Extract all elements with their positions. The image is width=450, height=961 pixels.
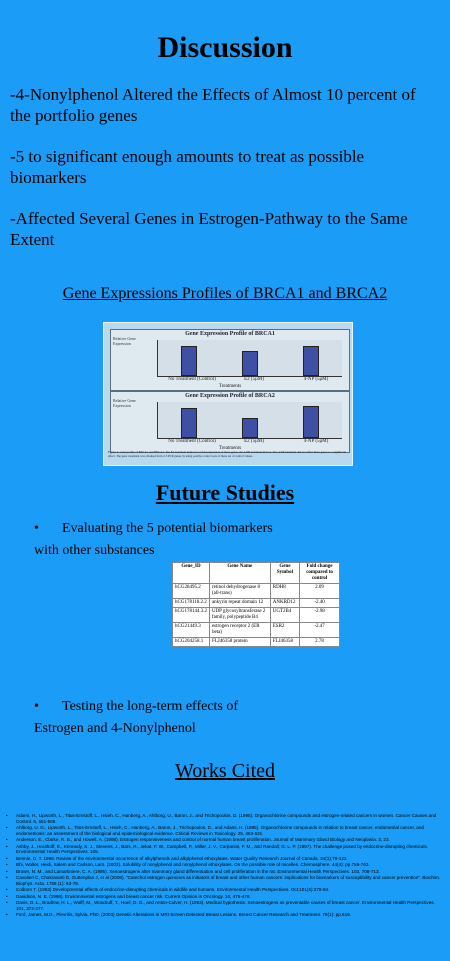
table-header: Gene Symbol <box>270 563 299 584</box>
reference-item: • Cavalieri C, Chakravarti D, Guttenplan J, et al (2006). "Catechol estrogen quinones as initiators of breast and other human cancers: implications for biomarkers of susceptibility and cancer prevention". Biochim. Biophys. Acta. 1766 (1): 63-78. <box>6 875 442 886</box>
discussion-point-3: -Affected Several Genes in Estrogen-Pathway to the Same Extent <box>10 209 408 249</box>
future-item-2-bullet: • <box>34 699 39 714</box>
table-cell: ANKRD12 <box>270 599 299 608</box>
category-label: 4-NP (5μM) <box>303 377 329 382</box>
table-cell: retinol dehydrogenase 8 (all-trans) <box>209 584 270 599</box>
brca1-chart <box>110 329 350 391</box>
reference-item: • Adami, H., Lipworth, L., Titus-Ernstoff, L., Hsieh, C., Hanberg, A., Ahlborg, U., Baron, J., and Trichopoulos, D. (1995). Organochlorine compounds and estrogen-related cancers in women. Cancer Causes and Control. 6, 551-566. <box>6 813 442 824</box>
table-cell: UDP glycosyltransferase 2 family, polypeptide B4 <box>209 608 270 623</box>
x-axis-label: Treatments <box>218 446 242 451</box>
future-item-2: Testing the long-term effects of <box>62 699 239 714</box>
future-item-1: Evaluating the 5 potential biomarkers <box>62 521 273 536</box>
table-row <box>173 608 340 623</box>
table-row <box>173 638 340 647</box>
table-header: Gene_ID <box>173 563 210 584</box>
reference-item: • Anderson, E., Clarke, R. B., and Howell, A. (1998). Estrogen responsiveness and control of normal human breast proliferation. Journal of Mammary Gland Biology and Neoplasia. 3, 23. <box>6 837 442 843</box>
chart-bar <box>181 408 197 438</box>
reference-item: • Ford, James, M.D., Plevritis, Sylvia, PhD. (2003) Genetic Alterations in MRI Screen Detected Breast Lesions. Breast Cancer Research and Treatment. 76(1): pp.619. <box>6 912 442 918</box>
biomarker-table <box>172 562 340 647</box>
category-label: 4-NP (5μM) <box>303 439 329 444</box>
table-cell: FLJ46358 protein <box>209 638 270 647</box>
reference-item: • Colborn T. (1993) Developmental effects of endocrine-disrupting chemicals in wildlife and humans. Environmental Health Perspectives. Oct;101(5):378-84. <box>6 887 442 893</box>
chart-title: Gene Expression Profile of BRCA1 <box>185 331 275 337</box>
reference-item: • Davidson, N. E. (1998). Environmental estrogens and breast cancer risk. Current Opinion in Oncology. 10, 475-478. <box>6 894 442 900</box>
table-cell: 2.09 <box>300 584 340 599</box>
works-cited-title: Works Cited <box>174 760 276 782</box>
future-item-1-continued: with other substances <box>34 543 155 558</box>
category-label: E2 (5μM) <box>244 377 264 382</box>
chart-bar <box>242 418 258 438</box>
chart-bar <box>242 351 258 376</box>
reference-item: • Brown, N. M., and Lamartiniere, C. A. (1995). Xenoestrogens alter mammary gland differentiation and cell proliferation in the rat. Environmental Health Perspectives. 103, 708-713. <box>6 869 442 875</box>
table-row <box>173 584 340 599</box>
reference-item: • Ashby, J., Houthoff, E., Kennedy, S. J., Stevens, J., Bars, R., Jekat, F. W., Campbell, P., Miller, J. V., Carpanini, F. M., and Randall, G. L. P. (1997). The challenge posed by endocrine-disrupting chemicals. Environmental Health Perspectives. 105. <box>6 844 442 855</box>
table-cell: -2.40 <box>300 599 340 608</box>
discussion-point-2: -5 to significant enough amounts to treat as possible biomarkers <box>10 147 365 187</box>
table-row <box>173 623 340 638</box>
chart-title: Gene Expression Profile of BRCA2 <box>185 393 275 399</box>
category-label: No Treatment (Control) <box>168 439 216 444</box>
table-cell: ankyrin repeat domain 12 <box>209 599 270 608</box>
table-cell: hCG178144.3.2 <box>173 608 210 623</box>
reference-item: • Davis, D. L., Bradlow, H. L., Wolff, M., Woodruff, T., Hoel, D. G., and Anton-Culver, H. (1993). Medical hypothesis: Xenoestrogens as preventable causes of breast cancer. Environmental Health Perspectives. 101, 372-377. <box>6 900 442 911</box>
table-cell: -2.98 <box>300 608 340 623</box>
chart-bar <box>303 406 319 438</box>
table-cell: hCG21449.3 <box>173 623 210 638</box>
table-cell: hCG178118.2.2 <box>173 599 210 608</box>
table-cell: ESR2 <box>270 623 299 638</box>
brca2-chart <box>110 391 350 453</box>
future-item-1-bullet: • <box>34 521 39 536</box>
references-list <box>6 813 442 919</box>
future-item-2-continued: Estrogen and 4-Nonylphenol <box>34 721 196 736</box>
y-axis-label: Relative Gene Expression <box>113 398 136 408</box>
gene-section-title: Gene Expressions Profiles of BRCA1 and BRCA2 <box>62 285 388 302</box>
table-cell: -2.47 <box>300 623 340 638</box>
future-studies-title: Future Studies <box>155 480 295 505</box>
discussion-point-1: -4-Nonylphenol Altered the Effects of Almost 10 percent of the portfolio genes <box>10 85 416 125</box>
table-row <box>173 599 340 608</box>
table-header: Gene Name <box>209 563 270 584</box>
table-header: Fold change compared to control <box>300 563 340 584</box>
reference-item: • Bhi, Walter, Heidi, Salem and Carlson, Lars. (2003). Solubility of nonylphenol and nonylphenol ethoxylates. On the possible role of micelles. Chemosphere. 44(4): pp.759-763. <box>6 862 442 868</box>
table-cell: hCG28495.2 <box>173 584 210 599</box>
table-cell: RDH8 <box>270 584 299 599</box>
plot-area <box>157 402 342 439</box>
table-cell: hCG204258.1 <box>173 638 210 647</box>
reference-item: • Ahlborg, U. G., Lipworth, L., Titus-Ernstoff, L., Hsieh, C., Hanberg, A., Baron, J., Trichopoulos, D., and Adami, H. (1995). Organochlorine compounds in relation to breast cancer, endometrial cancer, and endometriosis: an assessment of the biological and epidemiological evidence. Critical Reviews in Toxicology. 25, 463-531. <box>6 825 442 836</box>
table-cell: FLJ46358 <box>270 638 299 647</box>
category-label: E2 (5μM) <box>244 439 264 444</box>
y-axis-label: Relative Gene Expression <box>113 336 136 346</box>
reference-item: • Bennie, D. T. 1999. Review of the environmental occurrence of alkylphenols and alkylphenol ethoxylates. Water Quality Research Journal of Canada. 34(1):79-122. <box>6 856 442 862</box>
page-title: Discussion <box>157 31 293 64</box>
chart-bar <box>303 346 319 376</box>
table-cell: UGT2B4 <box>270 608 299 623</box>
table-cell: estrogen receptor 2 (ER beta) <box>209 623 270 638</box>
gene-expression-figure <box>103 322 353 466</box>
figure-caption: Figure 4. Gene profile of BRCA1 and BRCA2. The E2 treatment induced a 2-fold expression of these genes, the 4-NP treatment did not. The 4-NP treatment did not affect these genes to a significant effect. The gene treatment was obtained from 2-3 PCR genes by using positive control sets of these set of control values. <box>108 450 347 458</box>
x-axis-label: Treatments <box>218 384 242 389</box>
plot-area <box>157 340 342 377</box>
category-label: No Treatment (Control) <box>168 377 216 382</box>
chart-bar <box>181 346 197 376</box>
table-cell: 2.78 <box>300 638 340 647</box>
